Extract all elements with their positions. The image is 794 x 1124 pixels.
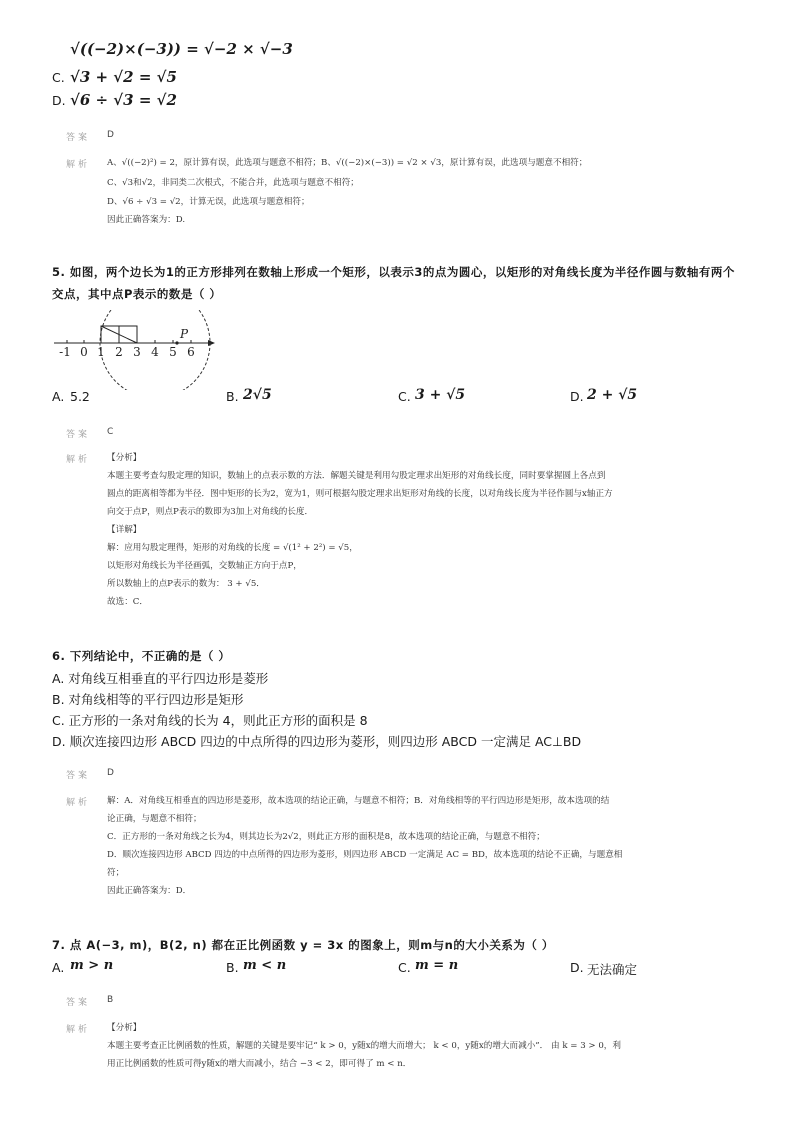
option-b-label: B.	[226, 389, 239, 404]
analysis-line: 以矩形对角线长为半径画弧，交数轴正方向于点P，	[107, 561, 302, 571]
answer-value: D	[107, 130, 114, 140]
analysis-line: 用正比例函数的性质可得y随x的增大而减小，结合 −3 < 2，即可得了 m < n．	[107, 1059, 412, 1069]
arrow-icon	[208, 340, 215, 346]
answer-label: 答案	[66, 998, 91, 1008]
answer-label: 答案	[66, 771, 91, 781]
analysis-label: 解析	[66, 1025, 91, 1035]
tick-label: 3	[133, 345, 141, 359]
analysis-line: 【详解】	[107, 525, 142, 535]
option-d: 无法确定	[587, 962, 638, 977]
question-stem: 7. 点 A(−3, m)，B(2, n) 都在正比例函数 y = 3x 的图象上，则m与n的大小关系为（ ）	[52, 938, 554, 952]
number-line-figure	[50, 310, 220, 390]
option-b: m < n	[243, 958, 287, 973]
option-a-label: A.	[52, 960, 65, 975]
analysis-line: 论正确，与题意不相符；	[107, 814, 202, 824]
analysis-line: 【分析】	[107, 1023, 142, 1033]
answer-value: B	[107, 995, 114, 1005]
option-c: 3 + √5	[415, 387, 466, 403]
question-stem: 6. 下列结论中，不正确的是（ ）	[52, 649, 231, 663]
option-c-label: C.	[398, 960, 411, 975]
analysis-line: 本题主要考查勾股定理的知识，数轴上的点表示数的方法．解题关键是利用勾股定理求出矩形的对角线长度，同时要掌握圆上各点到	[107, 471, 606, 481]
analysis-line: 符；	[107, 868, 125, 878]
tick-label: 0	[80, 345, 88, 359]
answer-label: 答案	[66, 133, 91, 143]
option-c: m = n	[415, 958, 459, 973]
tick-label: 2	[115, 345, 123, 359]
analysis-line: 本题主要考查正比例函数的性质，解题的关键是要牢记“ k > 0，y随x的增大而增大； k < 0，y随x的增大而减小”． 由 k = 3 > 0，利	[107, 1041, 621, 1051]
analysis-line: A、√((−2)²) = 2，原计算有误，此选项与题意不相符；B、√((−2)×(−3)) = √2 × √3，原计算有误，此选项与题意不相符；	[107, 158, 588, 168]
option-a-label: A.	[52, 389, 65, 404]
analysis-line: C．正方形的一条对角线之长为4，则其边长为2√2，则此正方形的面积是8，故本选项的结论正确，与题意不相符；	[107, 832, 545, 842]
analysis-line: 因此正确答案为：D.	[107, 215, 186, 225]
question-stem: 交点，其中点P表示的数是（ ）	[52, 287, 222, 301]
option-c-label: C.	[52, 70, 65, 85]
square-1	[101, 326, 119, 343]
analysis-line: D、√6 ÷ √3 = √2，计算无误，此选项与题意相符；	[107, 197, 310, 207]
tick-label: 5	[169, 345, 177, 359]
answer-value: D	[107, 768, 114, 778]
answer-value: C	[107, 427, 114, 437]
option-d-label: D.	[52, 93, 66, 108]
option-d: D. 顺次连接四边形 ABCD 四边的中点所得的四边形为菱形，则四边形 ABCD 一定满足 AC⊥BD	[52, 734, 582, 749]
analysis-line: D．顺次连接四边形 ABCD 四边的中点所得的四边形为菱形，则四边形 ABCD 一定满足 AC = BD，故本选项的结论不正确，与题意相	[107, 850, 623, 860]
option-b: 2√5	[243, 387, 272, 403]
tick-label: 4	[151, 345, 159, 359]
option-a: A. 对角线互相垂直的平行四边形是菱形	[52, 671, 269, 686]
analysis-line: 故选：C．	[107, 597, 148, 607]
analysis-line: 解：应用勾股定理得，矩形的对角线的长度 = √(1² + 2²) = √5，	[107, 543, 358, 553]
point-p-label: P	[180, 327, 189, 341]
analysis-line: 因此正确答案为：D．	[107, 886, 192, 896]
option-b-label: B.	[226, 960, 239, 975]
square-2	[119, 326, 137, 343]
analysis-line: 【分析】	[107, 453, 142, 463]
option-b: B. 对角线相等的平行四边形是矩形	[52, 692, 244, 707]
analysis-label: 解析	[66, 455, 91, 465]
analysis-line: 圆点的距离相等都为半径．图中矩形的长为2，宽为1，则可根据勾股定理求出矩形对角线的长度，以对角线长度为半径作圆与x轴正方	[107, 489, 613, 499]
option-c-label: C.	[398, 389, 411, 404]
formula-line: √((−2)×(−3)) = √−2 × √−3	[70, 40, 293, 58]
analysis-label: 解析	[66, 160, 91, 170]
tick-label: 6	[187, 345, 195, 359]
tick-label: -1	[59, 345, 71, 359]
analysis-line: 解：A．对角线互相垂直的四边形是菱形，故本选项的结论正确，与题意不相符；B．对角线相等的平行四边形是矩形，故本选项的结	[107, 796, 610, 806]
analysis-line: 所以数轴上的点P表示的数为： 3 + √5．	[107, 579, 265, 589]
analysis-line: C、√3和√2，非同类二次根式，不能合并，此选项与题意不相符；	[107, 178, 359, 188]
analysis-label: 解析	[66, 798, 91, 808]
option-a: 5.2	[70, 389, 90, 404]
tick-label: 1	[97, 345, 105, 359]
option-d: 2 + √5	[587, 387, 638, 403]
option-c: C. 正方形的一条对角线的长为 4，则此正方形的面积是 8	[52, 713, 368, 728]
option-a: m > n	[70, 958, 114, 973]
question-stem: 5. 如图，两个边长为1的正方形排列在数轴上形成一个矩形，以表示3的点为圆心，以矩形的对角线长度为半径作圆与数轴有两个	[52, 265, 735, 279]
analysis-line: 向交于点P，则点P表示的数即为3加上对角线的长度．	[107, 507, 314, 517]
option-d: √6 ÷ √3 = √2	[70, 91, 177, 109]
answer-label: 答案	[66, 430, 91, 440]
option-d-label: D.	[570, 389, 584, 404]
option-d-label: D.	[570, 960, 584, 975]
option-c: √3 + √2 = √5	[70, 68, 177, 86]
